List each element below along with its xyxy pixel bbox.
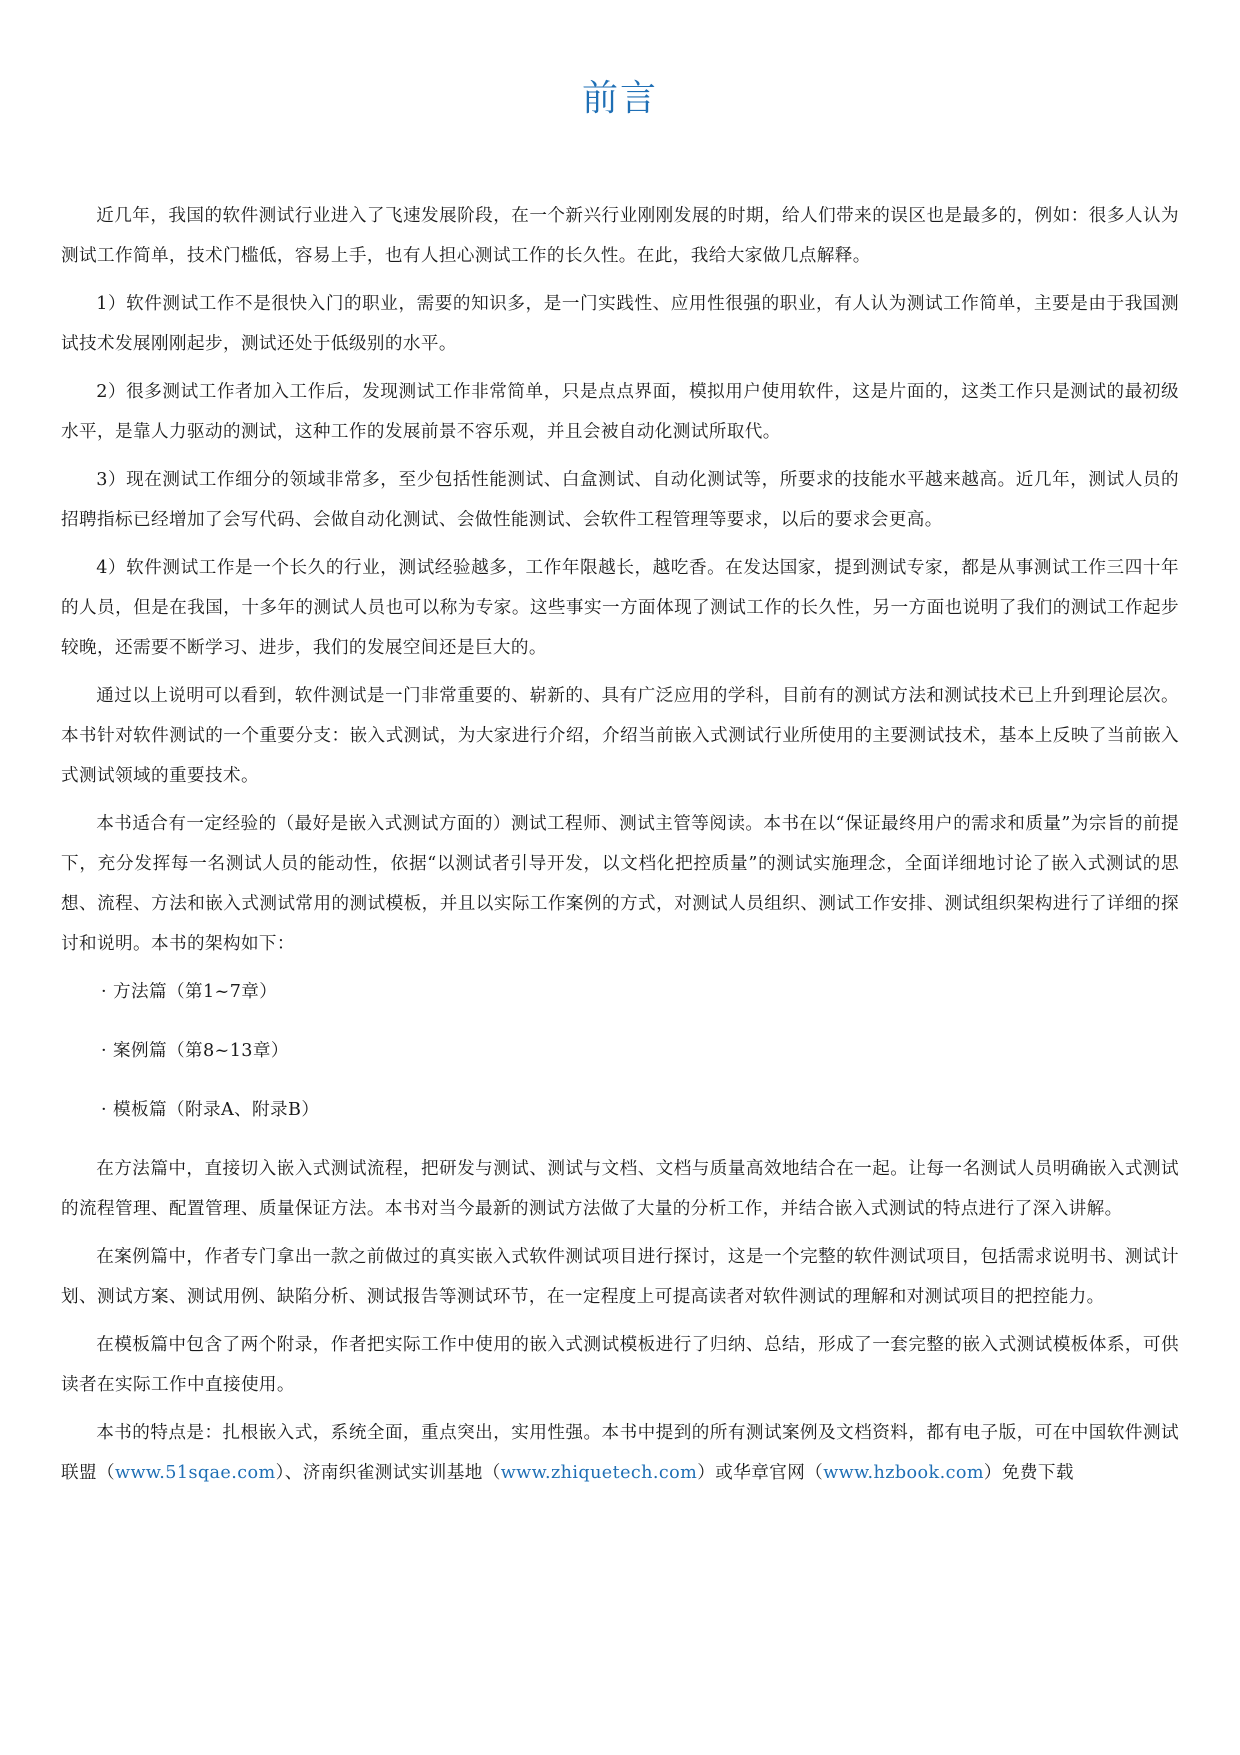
paragraph: 通过以上说明可以看到，软件测试是一门非常重要的、崭新的、具有广泛应用的学科，目前有的测试方法和测试技术已上升到理论层次。本书针对软件测试的一个重要分支：嵌入式测试，为大家进行介绍，介绍当前嵌入式测试行业所使用的主要测试技术，基本上反映了当前嵌入式测试领域的重要技术。 [61,686,1179,786]
structure-item-templates: · 模板篇（附录A、附录B） [101,1100,320,1120]
paragraph: 在方法篇中，直接切入嵌入式测试流程，把研发与测试、测试与文档、文档与质量高效地结合在一起。让每一名测试人员明确嵌入式测试的流程管理、配置管理、质量保证方法。本书对当今最新的测试方法做了大量的分析工作，并结合嵌入式测试的特点进行了深入讲解。 [61,1159,1179,1219]
paragraph: 1）软件测试工作不是很快入门的职业，需要的知识多，是一门实践性、应用性很强的职业，有人认为测试工作简单，主要是由于我国测试技术发展刚刚起步，测试还处于低级别的水平。 [61,294,1179,354]
text-segment: ）免费下载 [983,1463,1074,1483]
structure-item-methods: · 方法篇（第1~7章） [101,982,278,1002]
paragraph-features [61,1413,1179,1493]
paragraph: 近几年，我国的软件测试行业进入了飞速发展阶段，在一个新兴行业刚刚发展的时期，给人们带来的误区也是最多的，例如：很多人认为测试工作简单，技术门槛低，容易上手，也有人担心测试工作的长久性。在此，我给大家做几点解释。 [61,206,1179,266]
paragraph: 在模板篇中包含了两个附录，作者把实际工作中使用的嵌入式测试模板进行了归纳、总结，形成了一套完整的嵌入式测试模板体系，可供读者在实际工作中直接使用。 [61,1335,1179,1395]
link-hzbook[interactable]: www.hzbook.com [823,1463,984,1483]
text-segment: 本书的特点是：扎根嵌入式，系统全面，重点突出，实用性强。本书中提到的所有测试案例及文档资料，都有电子版，可在中国软件测试联盟（ [61,1423,1179,1483]
page-title: 前言 [581,78,658,119]
link-51sqae[interactable]: www.51sqae.com [114,1463,276,1483]
paragraph: 4）软件测试工作是一个长久的行业，测试经验越多，工作年限越长，越吃香。在发达国家，提到测试专家，都是从事测试工作三四十年的人员，但是在我国，十多年的测试人员也可以称为专家。这些事实一方面体现了测试工作的长久性，另一方面也说明了我们的测试工作起步较晚，还需要不断学习、进步，我们的发展空间还是巨大的。 [61,558,1179,658]
paragraph: 2）很多测试工作者加入工作后，发现测试工作非常简单，只是点点界面，模拟用户使用软件，这是片面的，这类工作只是测试的最初级水平，是靠人力驱动的测试，这种工作的发展前景不容乐观，并且会被自动化测试所取代。 [61,382,1179,442]
paragraph: 在案例篇中，作者专门拿出一款之前做过的真实嵌入式软件测试项目进行探讨，这是一个完整的软件测试项目，包括需求说明书、测试计划、测试方案、测试用例、缺陷分析、测试报告等测试环节，在一定程度上可提高读者对软件测试的理解和对测试项目的把控能力。 [61,1247,1179,1307]
link-zhiquetech[interactable]: www.zhiquetech.com [500,1463,698,1483]
structure-item-cases: · 案例篇（第8~13章） [101,1041,289,1061]
text-segment: ）或华章官网（ [697,1463,824,1483]
body-text [61,196,1179,1501]
paragraph: 本书适合有一定经验的（最好是嵌入式测试方面的）测试工程师、测试主管等阅读。本书在以“保证最终用户的需求和质量”为宗旨的前提下，充分发挥每一名测试人员的能动性，依据“以测试者引导开发，以文档化把控质量”的测试实施理念，全面详细地讨论了嵌入式测试的思想、流程、方法和嵌入式测试常用的测试模板，并且以实际工作案例的方式，对测试人员组织、测试工作安排、测试组织架构进行了详细的探讨和说明。本书的架构如下： [61,814,1179,954]
paragraph: 3）现在测试工作细分的领域非常多，至少包括性能测试、白盒测试、自动化测试等，所要求的技能水平越来越高。近几年，测试人员的招聘指标已经增加了会写代码、会做自动化测试、会做性能测试、会软件工程管理等要求，以后的要求会更高。 [61,470,1179,530]
text-segment: ）、济南织雀测试实训基地（ [275,1463,501,1483]
